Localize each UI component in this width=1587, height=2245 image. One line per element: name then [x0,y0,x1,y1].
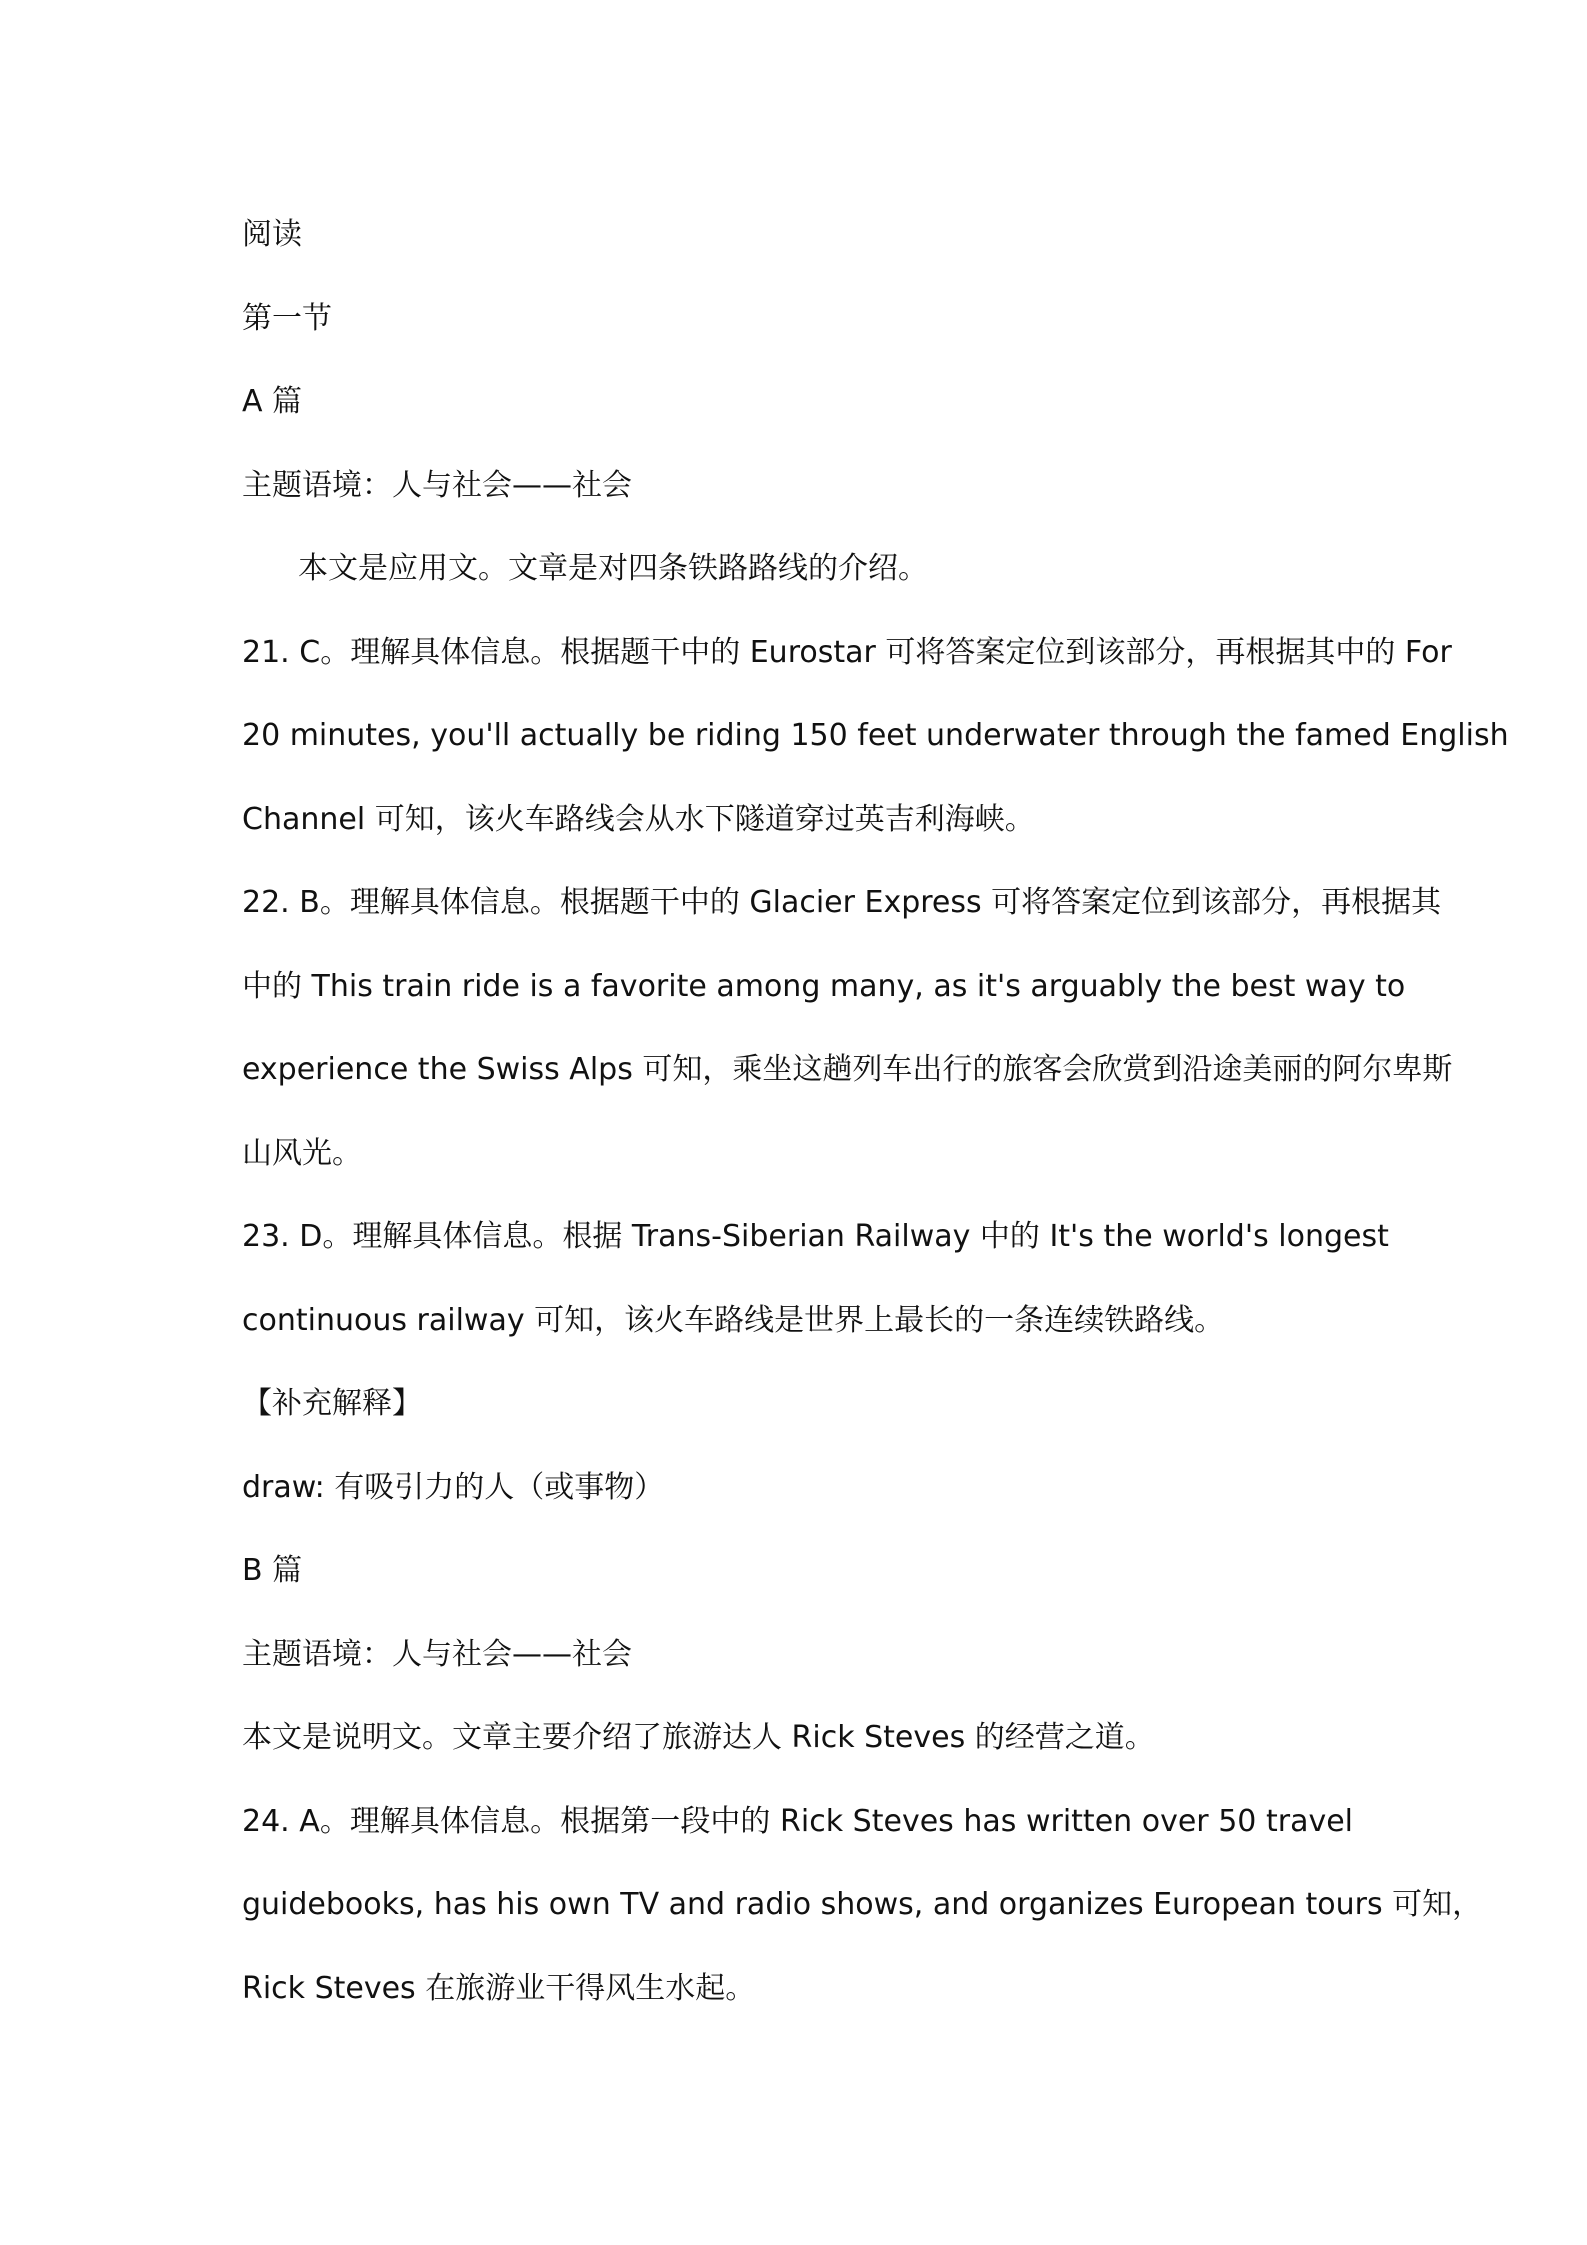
answer-22-line-2: 中的 This train ride is a favorite among many, as it's arguably the best way to [242,969,1406,1004]
passage-b-summary: 本文是说明文。文章主要介绍了旅游达人 Rick Steves 的经营之道。 [242,1720,1155,1755]
answer-24-line-3: Rick Steves 在旅游业干得风生水起。 [242,1971,756,2006]
answer-22-line-3: experience the Swiss Alps 可知，乘坐这趟列车出行的旅客会欣赏到沿途美丽的阿尔卑斯 [242,1052,1453,1087]
answer-21-line-3: Channel 可知，该火车路线会从水下隧道穿过英吉利海峡。 [242,802,1035,837]
theme-context-b: 主题语境：人与社会——社会 [242,1637,632,1672]
answer-23-line-1: 23. D。理解具体信息。根据 Trans-Siberian Railway 中的 It's the world's longest [242,1219,1389,1254]
passage-heading-b: B 篇 [242,1553,303,1588]
answer-22-line-1: 22. B。理解具体信息。根据题干中的 Glacier Express 可将答案定位到该部分，再根据其 [242,885,1442,920]
section-heading-reading: 阅读 [242,217,302,252]
document-page [242,0,1509,2245]
answer-23-line-2: continuous railway 可知，该火车路线是世界上最长的一条连续铁路线。 [242,1303,1225,1338]
answer-21-line-1: 21. C。理解具体信息。根据题干中的 Eurostar 可将答案定位到该部分，再根据其中的 For [242,635,1452,670]
answer-24-line-2: guidebooks, has his own TV and radio shows, and organizes European tours 可知， [242,1887,1483,1922]
vocabulary-note: draw: 有吸引力的人（或事物） [242,1470,665,1505]
passage-heading-a: A 篇 [242,384,303,419]
passage-a-summary: 本文是应用文。文章是对四条铁路路线的介绍。 [298,551,928,586]
supplementary-heading: 【补充解释】 [242,1386,422,1421]
section-heading-part-one: 第一节 [242,301,332,336]
theme-context-a: 主题语境：人与社会——社会 [242,468,632,503]
answer-21-line-2: 20 minutes, you'll actually be riding 150 feet underwater through the famed English [242,718,1509,753]
answer-24-line-1: 24. A。理解具体信息。根据第一段中的 Rick Steves has written over 50 travel [242,1804,1353,1839]
answer-22-line-4: 山风光。 [242,1136,362,1171]
